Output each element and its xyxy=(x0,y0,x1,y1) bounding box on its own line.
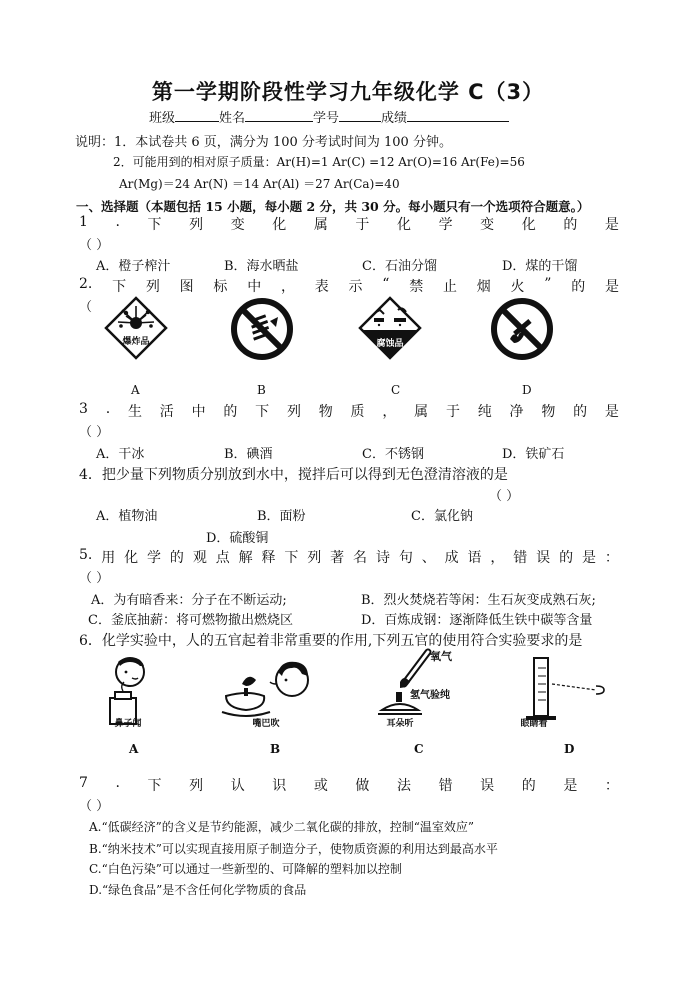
q1-option-b: B．海水晒盐 xyxy=(224,259,299,274)
q3-answer-paren: （ ） xyxy=(79,425,110,440)
no-stacking-sign-icon xyxy=(230,297,294,361)
note-line-2: 2．可能用到的相对原子质量：Ar(H)=1 Ar(C) =12 Ar(O)=16 Ar(Fe)=56 xyxy=(113,155,525,169)
blowing-lamp-icon xyxy=(212,654,322,730)
q7-option-a: A.“低碳经济”的含义是节约能源，减少二氧化碳的排放，控制“温室效应” xyxy=(89,820,475,834)
hydrogen-test-icon xyxy=(370,648,480,730)
score-label: 成绩 xyxy=(381,111,408,126)
q7-answer-paren: （ ） xyxy=(79,799,110,814)
q5-option-a: A．为有暗香来：分子在不断运动; xyxy=(91,593,287,608)
q6-letter-a: A xyxy=(129,742,139,756)
id-blank xyxy=(339,109,381,122)
q6-letter-c: C xyxy=(414,742,424,756)
id-label: 学号 xyxy=(313,111,340,126)
q2-letter-d: D xyxy=(522,383,532,397)
explosive-sign-icon xyxy=(104,296,168,360)
q4-option-d: D．硫酸铜 xyxy=(206,531,269,546)
section-heading: 一、选择题（本题包括 15 小题，每小题 2 分，共 30 分。每小题只有一个选项符合题意。） xyxy=(76,199,590,214)
q4-option-c: C．氯化钠 xyxy=(411,509,473,524)
q2-answer-paren: （ xyxy=(79,300,93,315)
q6-caption-b: 嘴巴吹 xyxy=(252,719,280,729)
q6-caption-c: 耳朵听 xyxy=(386,719,414,729)
note-line-3: Ar(Mg)＝24 Ar(N) ＝14 Ar(Al) ＝27 Ar(Ca)=40 xyxy=(119,177,400,191)
q6-stem: 6．化学实验中，人的五官起着非常重要的作用,下列五官的使用符合实验要求的是 xyxy=(79,633,583,649)
q2-letter-b: B xyxy=(257,383,266,397)
q5-option-d: D．百炼成钢：逐渐降低生铁中碳等含量 xyxy=(361,613,593,628)
q3-option-a: A．干冰 xyxy=(96,447,145,462)
q7-option-b: B.“纳米技术”可以实现直接用原子制造分子，使物质资源的利用达到最高水平 xyxy=(89,842,498,856)
q5-stem: 5. 用 化 学 的 观 点 解 释 下 列 著 名 诗 句 、 成 语 ， 错 误 的 是 ： xyxy=(79,547,619,566)
corrosive-sign-icon xyxy=(358,296,422,360)
q1-option-d: D．煤的干馏 xyxy=(502,259,578,274)
q1-stem: 1 . 下 列 变 化 属 于 化 学 变 化 的 是 xyxy=(79,214,619,233)
q3-option-d: D．铁矿石 xyxy=(502,447,565,462)
q6-caption-a: 鼻子闻 xyxy=(114,719,142,729)
q7-stem: 7 . 下 列 认 识 或 做 法 错 误 的 是 ： xyxy=(79,775,619,794)
q3-option-c: C．不锈钢 xyxy=(362,447,424,462)
q6-label-purity: 氢气验纯 xyxy=(410,690,450,701)
q3-option-b: B．碘酒 xyxy=(224,447,273,462)
q4-option-a: A．植物油 xyxy=(96,509,158,524)
class-blank xyxy=(175,109,219,122)
explosive-sign-caption: 爆炸品 xyxy=(122,337,150,347)
q5-option-c: C．釜底抽薪：将可燃物撤出燃烧区 xyxy=(88,613,293,628)
smelling-bottle-icon xyxy=(96,654,176,730)
q2-letter-c: C xyxy=(391,383,401,397)
q5-option-b: B．烈火焚烧若等闲：生石灰变成熟石灰; xyxy=(361,593,596,608)
student-info-line xyxy=(149,107,509,126)
q2-stem: 2. 下 列 图 标 中 ， 表 示 “ 禁 止 烟 火 ” 的 是 xyxy=(79,276,619,295)
q4-answer-paren: （ ） xyxy=(489,489,520,504)
score-blank xyxy=(407,109,509,122)
page-title: 第一学期阶段性学习九年级化学 C（3） xyxy=(151,80,545,104)
q4-option-b: B．面粉 xyxy=(257,509,306,524)
name-label: 姓名 xyxy=(219,111,246,126)
q3-stem: 3 . 生 活 中 的 下 列 物 质 ， 属 于 纯 净 物 的 是 xyxy=(79,401,619,420)
corrosive-sign-caption: 腐蚀品 xyxy=(376,339,404,349)
reading-cylinder-icon xyxy=(500,654,610,730)
q7-option-c: C.“白色污染”可以通过一些新型的、可降解的塑料加以控制 xyxy=(89,862,402,876)
name-blank xyxy=(245,109,313,122)
q6-caption-d: 眼睛看 xyxy=(520,719,548,729)
q1-option-c: C．石油分馏 xyxy=(362,259,437,274)
q2-letter-a: A xyxy=(131,383,140,397)
q7-option-d: D.“绿色食品”是不含任何化学物质的食品 xyxy=(89,883,307,897)
q6-label-oxygen: 氧气 xyxy=(430,650,452,663)
q1-answer-paren: （ ） xyxy=(79,238,110,253)
q6-letter-b: B xyxy=(270,742,281,756)
q1-option-a: A．橙子榨汁 xyxy=(96,259,171,274)
class-label: 班级 xyxy=(149,111,176,126)
no-fire-sign-icon xyxy=(490,297,554,361)
q6-letter-d: D xyxy=(564,742,575,756)
q5-answer-paren: （ ） xyxy=(79,571,110,586)
note-line-1: 说明：1．本试卷共 6 页，满分为 100 分考试时间为 100 分钟。 xyxy=(75,135,452,150)
q4-stem: 4．把少量下列物质分别放到水中，搅拌后可以得到无色澄清溶液的是 xyxy=(79,467,508,483)
